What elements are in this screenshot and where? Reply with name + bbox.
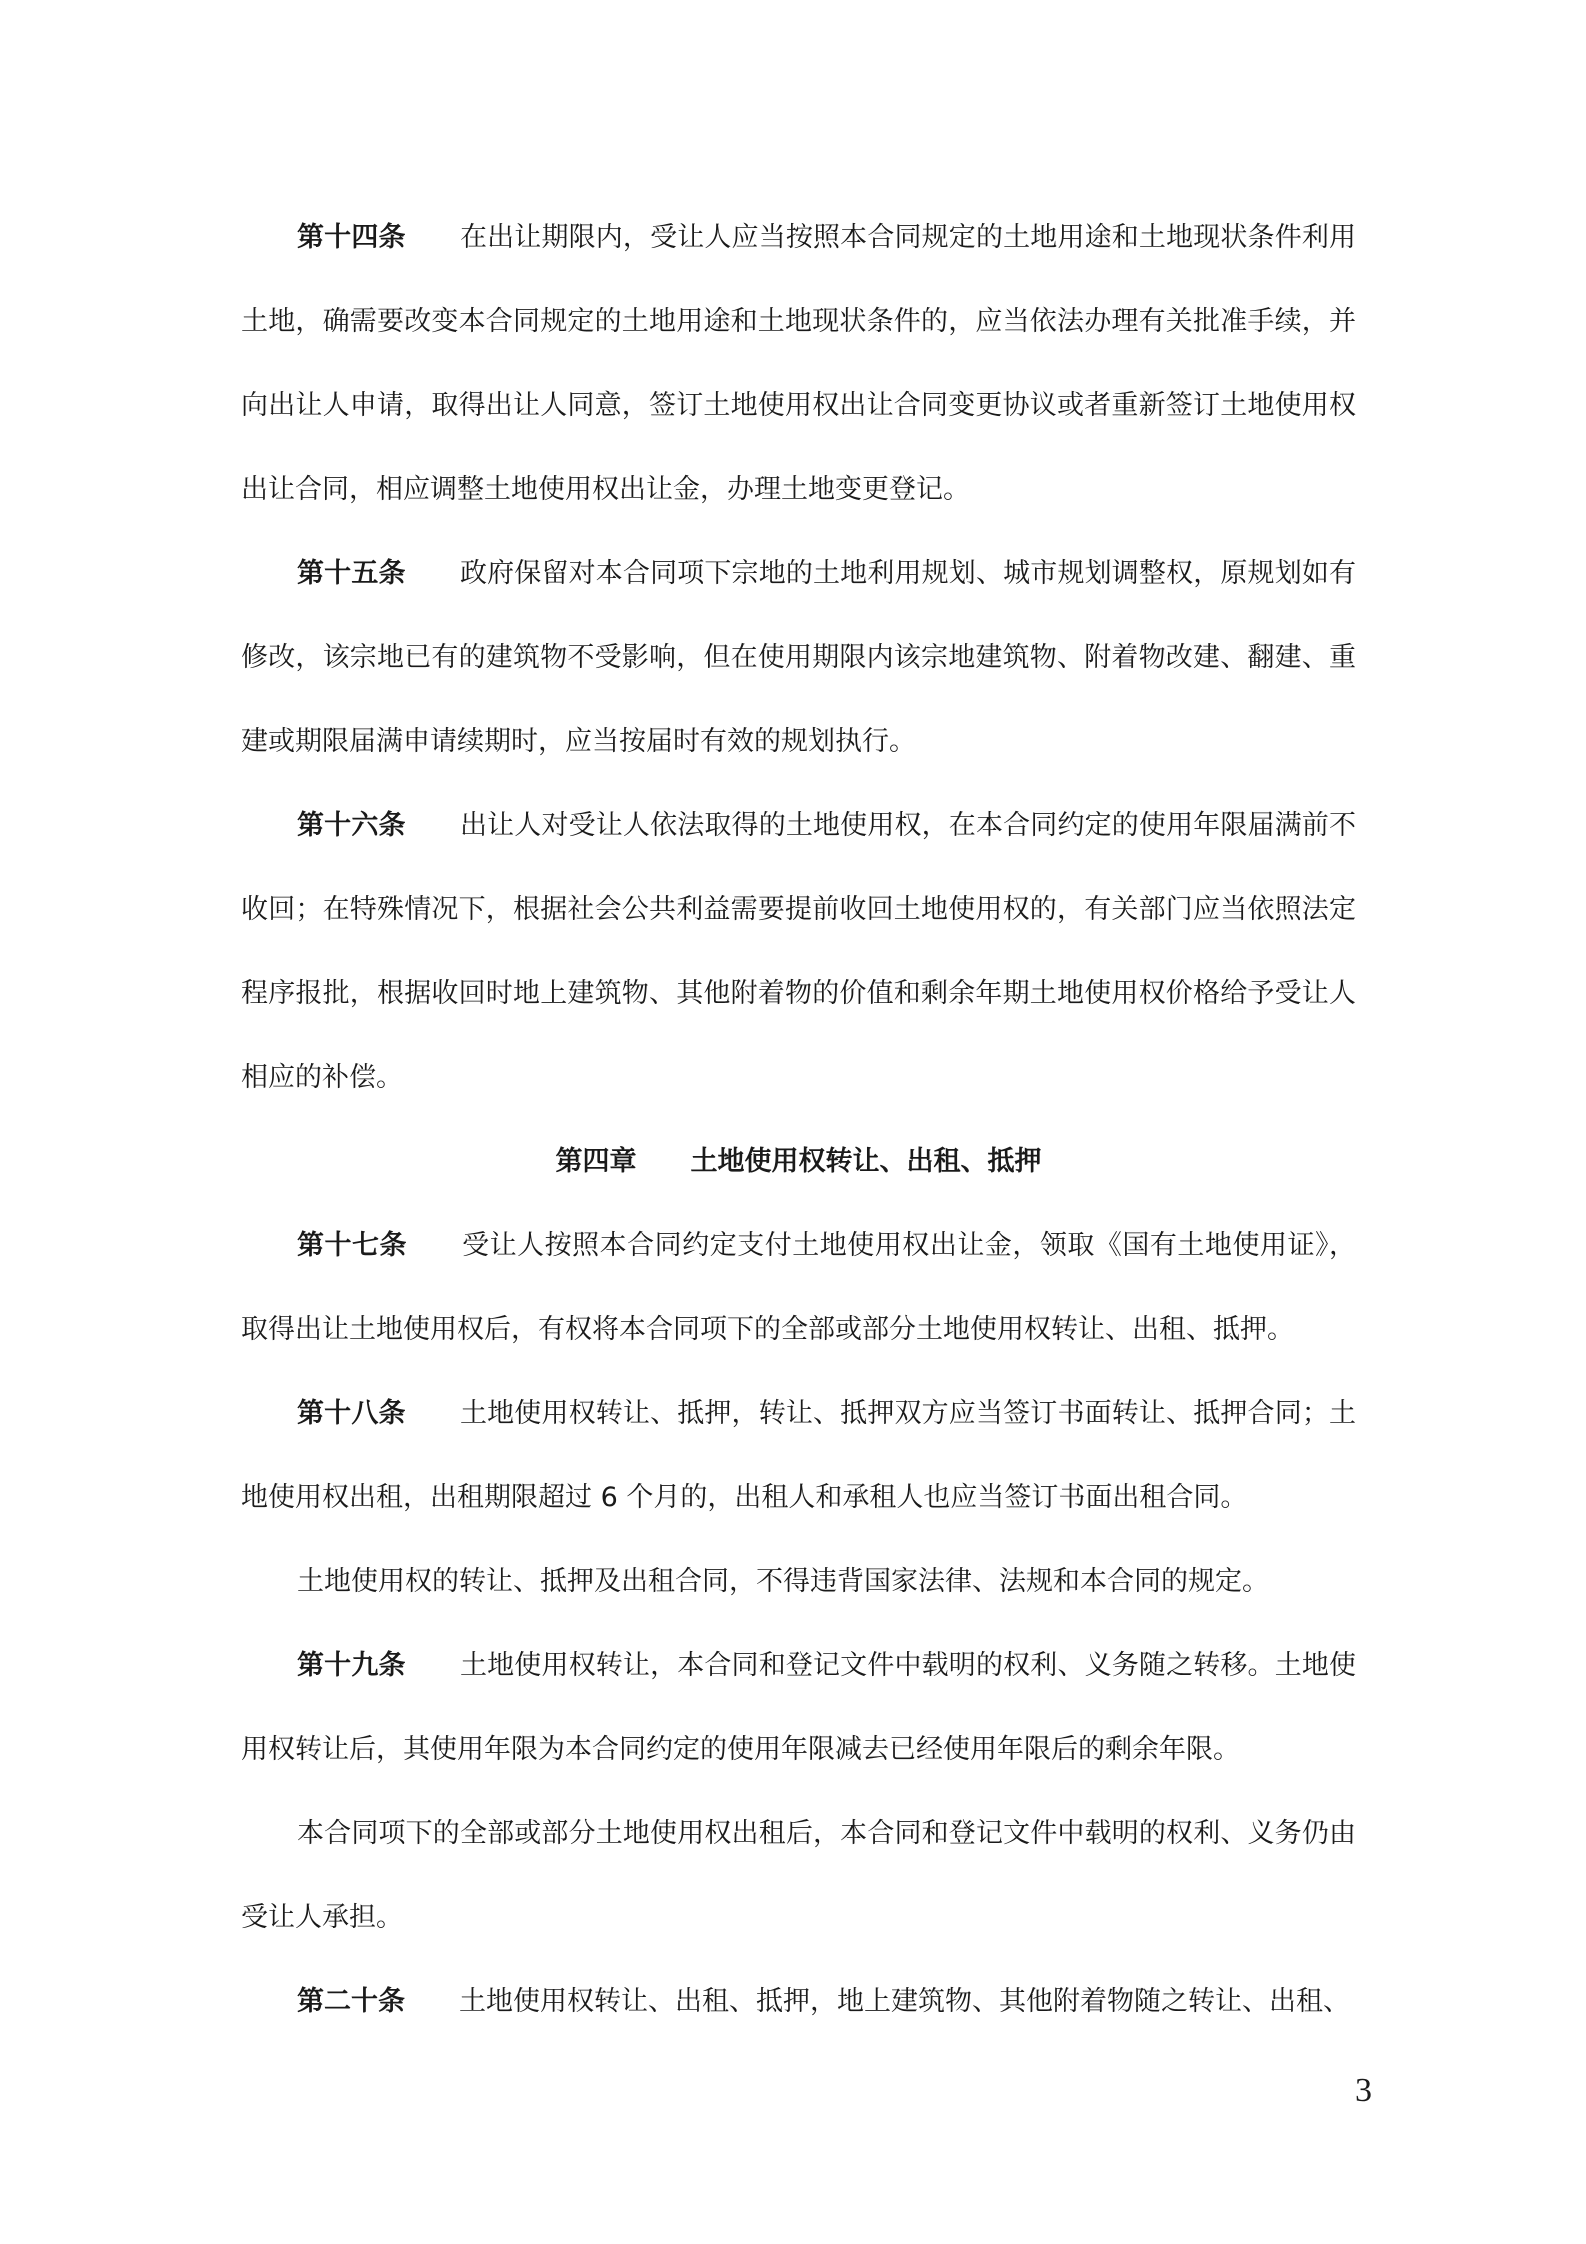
article-15 xyxy=(241,532,1356,784)
article-18-continuation xyxy=(241,1540,1356,1624)
chapter-title: 土地使用权转让、出租、抵押 xyxy=(690,1146,1042,1177)
article-18 xyxy=(241,1372,1356,1540)
article-label: 第十七条 xyxy=(297,1230,408,1261)
article-19-continuation xyxy=(241,1792,1356,1960)
paragraph-text: 土地使用权的转让、抵押及出租合同，不得违背国家法律、法规和本合同的规定。 xyxy=(297,1566,1269,1597)
article-label: 第十九条 xyxy=(297,1650,406,1681)
article-text: 政府保留对本合同项下宗地的土地利用规划、城市规划调整权，原规划如有修改，该宗地已有的建筑物不受影响，但在使用期限内该宗地建筑物、附着物改建、翻建、重建或期限届满申请续期时，应当按届时有效的规划执行。 xyxy=(241,558,1357,757)
article-label: 第十五条 xyxy=(297,558,406,589)
article-text: 土地使用权转让、出租、抵押，地上建筑物、其他附着物随之转让、出租、 xyxy=(459,1986,1350,2017)
article-label: 第二十条 xyxy=(297,1986,405,2017)
article-19 xyxy=(241,1624,1356,1792)
article-text: 土地使用权转让、抵押，转让、抵押双方应当签订书面转让、抵押合同；土地使用权出租，出租期限超过 6 个月的，出租人和承租人也应当签订书面出租合同。 xyxy=(241,1398,1357,1513)
page-number: 3 xyxy=(1355,2072,1372,2109)
document-body xyxy=(241,196,1356,2044)
article-label: 第十四条 xyxy=(297,222,406,253)
article-20 xyxy=(241,1960,1356,2044)
article-text: 在出让期限内，受让人应当按照本合同规定的土地用途和土地现状条件利用土地，确需要改变本合同规定的土地用途和土地现状条件的，应当依法办理有关批准手续，并向出让人申请，取得出让人同意，签订土地使用权出让合同变更协议或者重新签订土地使用权出让合同，相应调整土地使用权出让金，办理土地变更登记。 xyxy=(241,222,1357,505)
article-label: 第十八条 xyxy=(297,1398,406,1429)
article-16 xyxy=(241,784,1356,1120)
article-text: 出让人对受让人依法取得的土地使用权，在本合同约定的使用年限届满前不收回；在特殊情况下，根据社会公共利益需要提前收回土地使用权的，有关部门应当依照法定程序报批，根据收回时地上建筑物、其他附着物的价值和剩余年期土地使用权价格给予受让人相应的补偿。 xyxy=(241,810,1357,1093)
chapter-heading xyxy=(241,1120,1356,1204)
article-17 xyxy=(241,1204,1356,1372)
article-14 xyxy=(241,196,1356,532)
article-text: 受让人按照本合同约定支付土地使用权出让金，领取《国有土地使用证》，取得出让土地使用权后，有权将本合同项下的全部或部分土地使用权转让、出租、抵押。 xyxy=(241,1230,1357,1345)
article-label: 第十六条 xyxy=(297,810,406,841)
article-text: 土地使用权转让，本合同和登记文件中载明的权利、义务随之转移。土地使用权转让后，其使用年限为本合同约定的使用年限减去已经使用年限后的剩余年限。 xyxy=(241,1650,1357,1765)
chapter-number: 第四章 xyxy=(555,1146,637,1177)
paragraph-text: 本合同项下的全部或部分土地使用权出租后，本合同和登记文件中载明的权利、义务仍由受让人承担。 xyxy=(241,1818,1356,1933)
